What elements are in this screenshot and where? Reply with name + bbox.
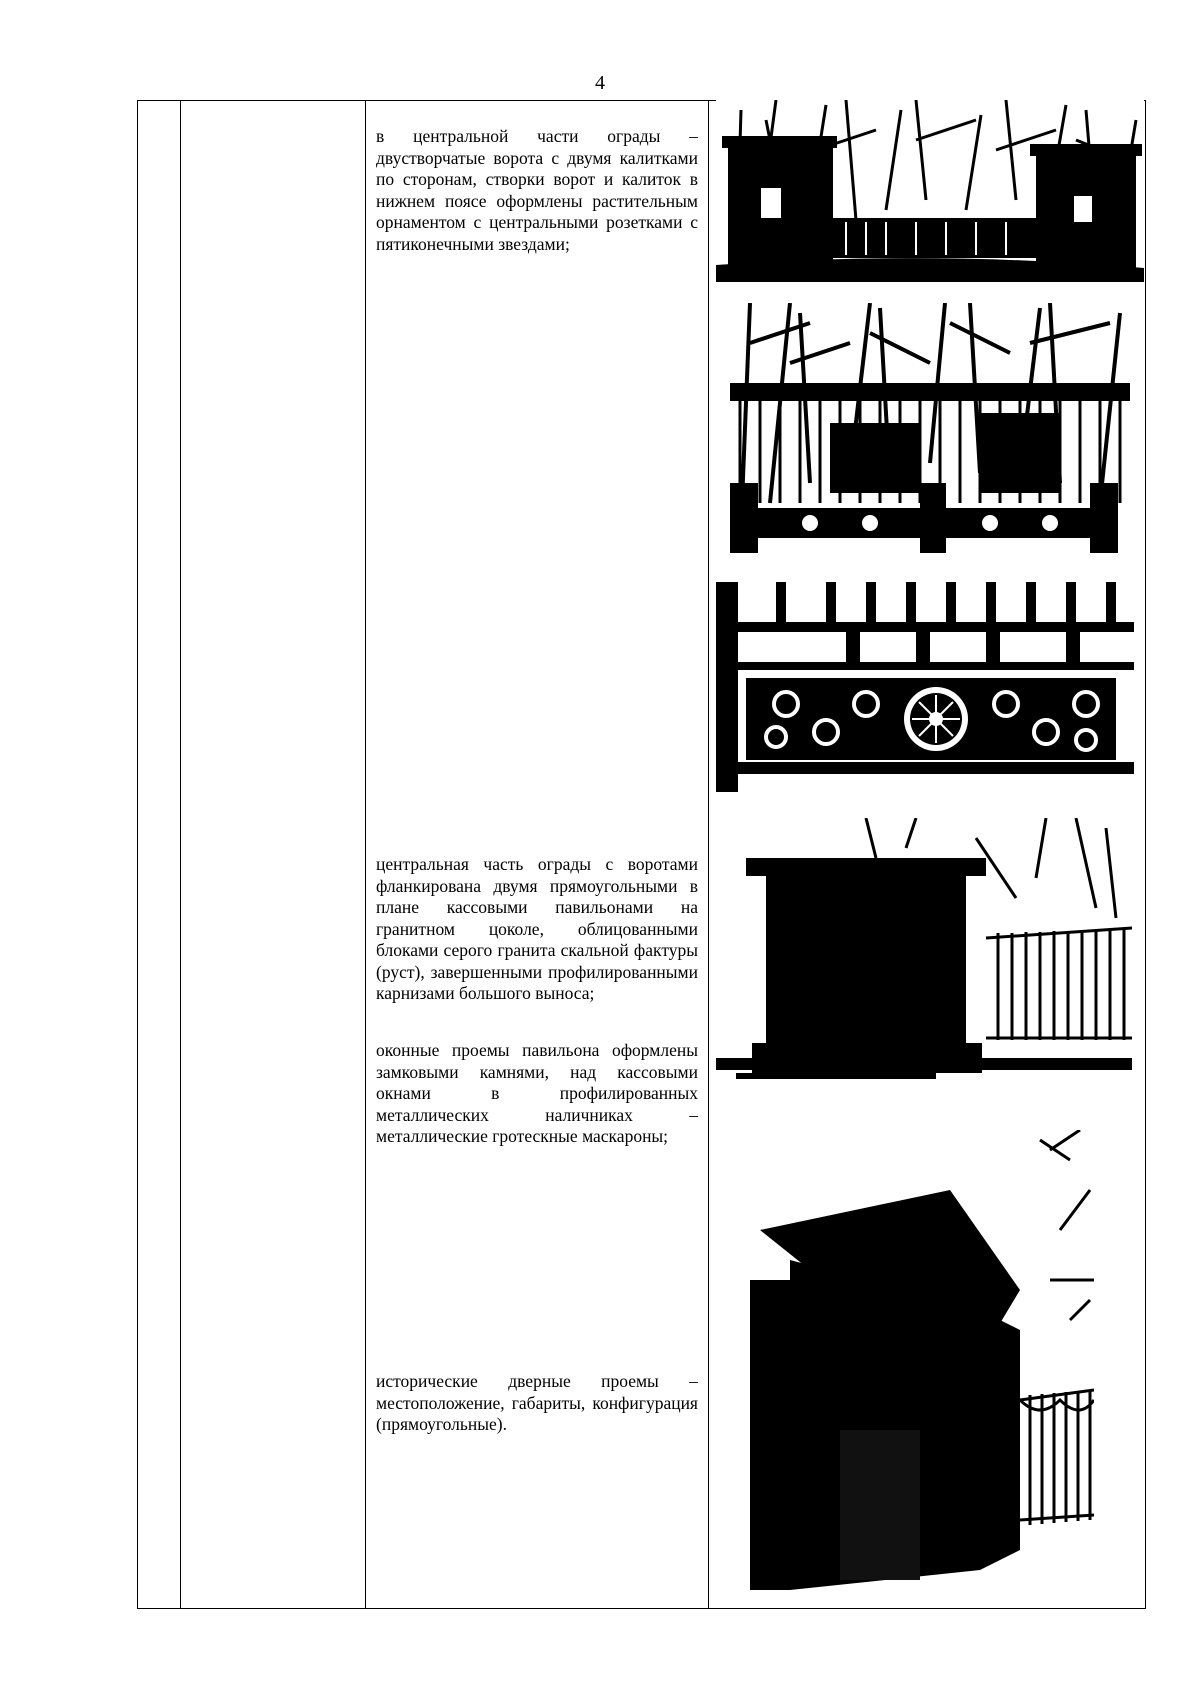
page-number: 4: [595, 72, 605, 94]
photo-ornament-rosette: [716, 582, 1134, 792]
column-divider-2: [365, 101, 366, 1608]
column-divider-1: [180, 101, 181, 1608]
photo-pavilion-front: [716, 818, 1132, 1112]
column-divider-3: [708, 101, 709, 1608]
paragraph-gates: в центральной части ограды – двустворчатые ворота с двумя калитками по сторонам, створки ворот и калиток в нижнем поясе оформлены растительным орнаментом с центральными розетками с пятиконечными звездами;: [376, 126, 698, 254]
photo-fence-section: [730, 303, 1130, 553]
photo-pavilion-corner: [750, 1130, 1094, 1590]
paragraph-pavilions: центральная часть ограды с воротами фланкирована двумя прямоугольными в плане кассовыми павильонами на гранитном цоколе, облицованными блоками серого гранита скальной фактуры (руст), завершенными профилированными карнизами большого выноса;: [376, 854, 698, 1003]
photo-gates-overview: [716, 100, 1144, 282]
paragraph-doors: исторические дверные проемы – местоположение, габариты, конфигурация (прямоугольные).: [376, 1371, 698, 1434]
paragraph-windows: оконные проемы павильона оформлены замковыми камнями, над кассовыми окнами в профилированных металлических наличниках – металлические гротескные маскароны;: [376, 1040, 698, 1146]
